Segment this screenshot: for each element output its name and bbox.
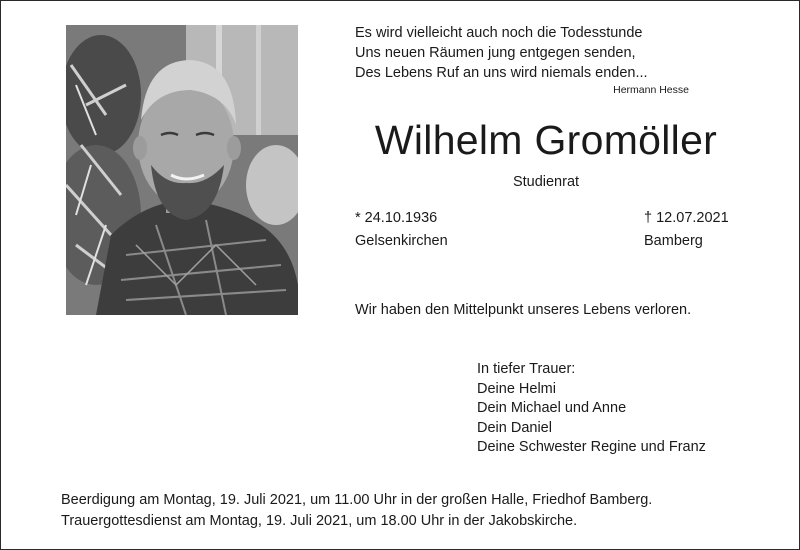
portrait-image [66, 25, 298, 315]
mourners-list [477, 360, 706, 458]
mourner-entry: Dein Daniel [477, 419, 552, 436]
deceased-name: Wilhelm Gromöller [374, 117, 718, 163]
poem-line: Es wird vielleicht auch noch die Todesstunde [355, 25, 643, 41]
death-date: † 12.07.2021 [644, 210, 729, 226]
deceased-title: Studienrat [512, 174, 580, 190]
poem-author: Hermann Hesse [613, 84, 689, 96]
birth-info [355, 207, 448, 253]
portrait-photo [66, 25, 298, 315]
mourners-heading: In tiefer Trauer: [477, 361, 576, 377]
mourner-entry: Dein Michael und Anne [477, 400, 627, 416]
mourner-entry: Deine Helmi [477, 380, 556, 397]
poem-line: Des Lebens Ruf an uns wird niemals enden... [355, 65, 648, 81]
memorial-service-info: Trauergottesdienst am Montag, 19. Juli 2021, um 18.00 Uhr in der Jakobskirche. [61, 513, 578, 529]
funeral-details [61, 490, 652, 532]
mourner-entry: Deine Schwester Regine und Franz [477, 439, 706, 455]
death-info [644, 207, 729, 253]
death-place: Bamberg [644, 233, 703, 249]
mourning-statement: Wir haben den Mittelpunkt unseres Lebens verloren. [355, 302, 692, 318]
poem-verse [355, 23, 695, 83]
birth-place: Gelsenkirchen [355, 233, 448, 249]
poem-line: Uns neuen Räumen jung entgegen senden, [355, 45, 636, 61]
birth-date: * 24.10.1936 [355, 210, 438, 226]
burial-info: Beerdigung am Montag, 19. Juli 2021, um 11.00 Uhr in der großen Halle, Friedhof Bamberg. [61, 492, 653, 508]
